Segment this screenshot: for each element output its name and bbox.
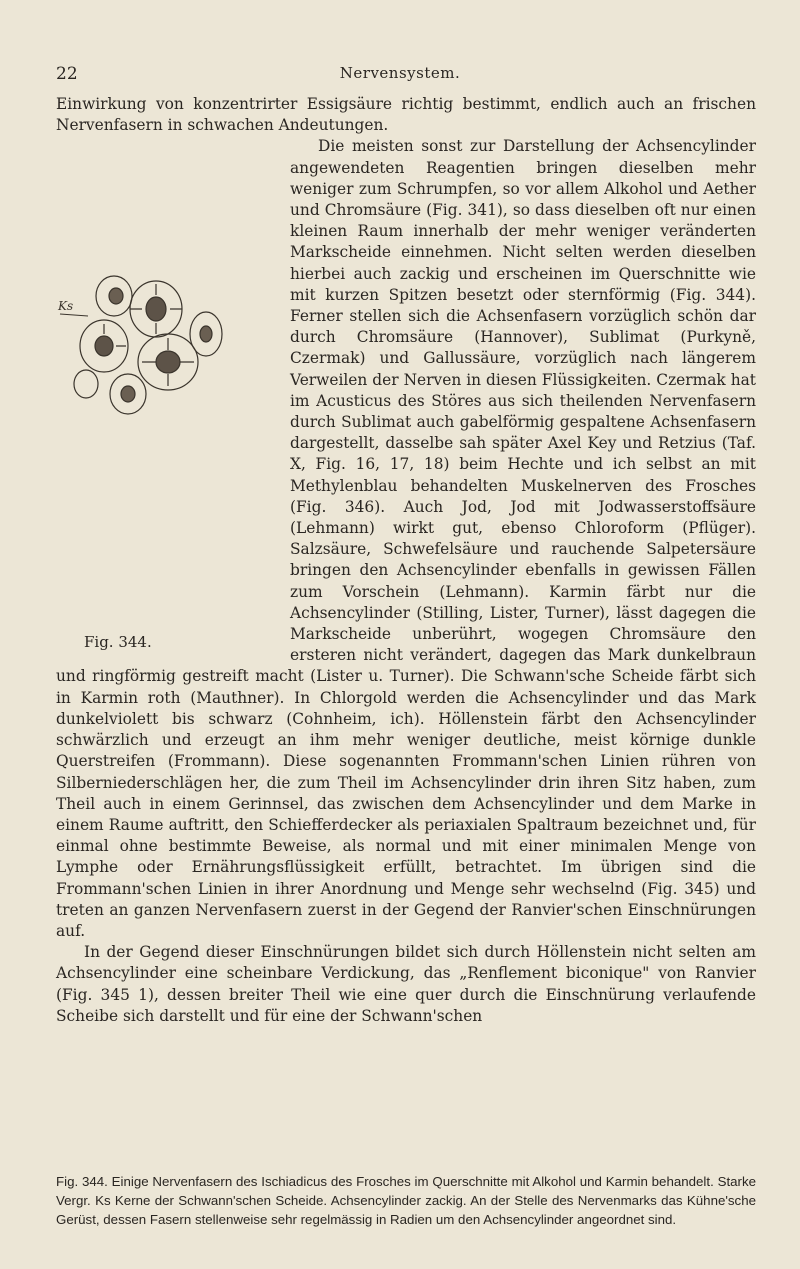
nerve-cross-section-illustration: [56, 254, 236, 424]
paragraph-1: Einwirkung von konzentrirter Essigsäure richtig bestimmt, endlich auch an frischen Nervenfasern in schwachen Andeutungen.: [56, 95, 756, 135]
running-head: Nervensystem.: [339, 64, 461, 82]
paragraph-2: [56, 136, 756, 942]
figure-annotation-ks: Ks: [58, 299, 74, 314]
figure-344: [50, 136, 282, 652]
body-text: [56, 94, 756, 1027]
paragraph-2-text: Die meisten sonst zur Darstellung der Achsencylinder angewendeten Reagentien bringen dieselben mehr weniger zum Schrumpfen, so vor allem Alkohol und Aether und Chromsäure (Fig. 341), so dass dieselben oft nur einen kleinen Raum innerhalb der mehr weniger veränderten Markscheide einnehmen. Nicht selten werden dieselben hierbei auch zackig und erscheinen im Querschnitte wie mit kurzen Spitzen besetzt oder sternförmig (Fig. 344). Ferner stellen sich die Achsenfasern vorzüglich schön dar durch Chromsäure (Hannover), Sublimat (Purkyně, Czermak) und Gallussäure, vorzüglich nach längerem Verweilen der Nerven in diesen Flüssigkeiten. Czermak hat im Acusticus des Störes aus sich theilenden Nervenfasern durch Sublimat auch gabelförmig gespaltene Achsenfasern dargestellt, dasselbe sah später Axel Key und Retzius (Taf. X, Fig. 16, 17, 18) beim Hechte und ich selbst an mit Methylenblau behandelten Muskelnerven des Frosches (Fig. 346). Auch Jod, Jod mit Jodwasserstoffsäure (Lehmann) wirkt gut, ebenso Chloroform (Pflüger). Salzsäure, Schwefelsäure und rauchende Salpetersäure bringen den Achsencylinder ebenfalls in gewissen Fällen zum Vorschein (Lehmann). Karmin färbt nur die Achsencylinder (Stilling, Lister, Turner), lässt dagegen die Markscheide unberührt, wogegen Chromsäure den ersteren nicht verändert, dagegen das Mark dunkelbraun und ringförmig gestreift macht (Lister u. Turner). Die Schwann'sche Scheide färbt sich in Karmin roth (Mauthner). In Chlorgold werden die Achsencylinder und das Mark dunkelviolett bis schwarz (Cohnheim, ich). Höllenstein färbt den Achsencylinder schwärzlich und erzeugt an ihm mehr weniger deutliche, meist körnige dunkle Querstreifen (Frommann). Diese sogenannten Frommann'schen Linien rühren von Silberniederschlägen her, die zum Theil im Achsencylinder drin ihren Sitz haben, zum Theil auch in einem Gerinnsel, das zwischen dem Achsencylinder und dem Marke in einem Raume auftritt, den Schiefferdecker als periaxialen Spaltraum bezeichnet und, für einmal ohne bestimmte Beweise, als normal und mit einer minimalen Menge von Lymphe oder Ernährungsflüssigkeit erfüllt, betrachtet. Im übrigen sind die Frommann'schen Linien in ihrer Anordnung und Menge sehr wechselnd (Fig. 345) und treten an ganzen Nervenfasern zuerst in der Gegend der Ranvier'schen Einschnürungen auf.: [56, 137, 756, 940]
figure-label: Fig. 344.: [84, 633, 152, 652]
paragraph-3: In der Gegend dieser Einschnürungen bildet sich durch Höllenstein nicht selten am Achsencylinder eine scheinbare Verdickung, das „Renflement biconique" von Ranvier (Fig. 345 1), dessen breiter Theil wie eine quer durch die Einschnürung verlaufende Scheibe sich darstellt und für eine der Schwann'schen: [56, 943, 756, 1025]
figure-caption: Fig. 344. Einige Nervenfasern des Ischiadicus des Frosches im Querschnitte mit Alkohol und Karmin behandelt. Starke Vergr. Ks Kerne der Schwann'schen Scheide. Achsencylinder zackig. An der Stelle des Nervenmarks das Kühne'sche Gerüst, dessen Fasern stellenweise sehr regelmässig in Radien um den Achsencylinder angeordnet sind.: [56, 1174, 756, 1227]
page-number: 22: [56, 64, 78, 84]
